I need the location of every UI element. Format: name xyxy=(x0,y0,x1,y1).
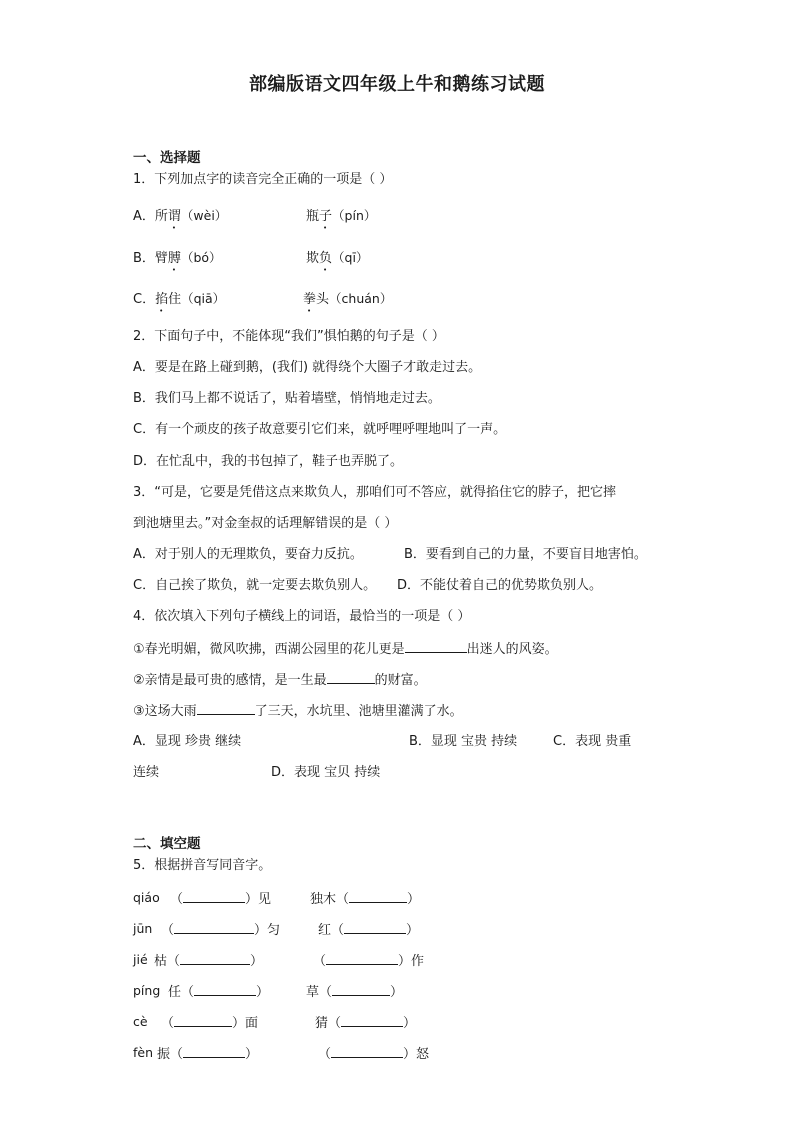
question-2-option-d: D．在忙乱中，我的书包掉了，鞋子也弄脱了。 xyxy=(133,454,404,469)
blank-right: 独木（ ） xyxy=(310,889,420,909)
question-1-option-c: C．掐住（qiā） xyxy=(133,291,226,307)
fill-blank[interactable] xyxy=(174,920,254,934)
blank-left: （ ）面 xyxy=(161,1013,258,1033)
fill-blank[interactable] xyxy=(194,982,256,996)
question-4-sentence-1: ①春光明媚，微风吹拂，西湖公园里的花儿更是 出迷人的风姿。 xyxy=(133,639,558,659)
question-1-option-c-second: 拳头（chuán） xyxy=(303,291,393,307)
question-2-option-c: C．有一个顽皮的孩子故意要引它们来，就呼哩呼哩地叫了一声。 xyxy=(133,422,507,437)
fill-blank[interactable] xyxy=(326,951,398,965)
question-4-option-c: C．表现 贵重 xyxy=(553,734,632,749)
pinyin-label: fèn xyxy=(133,1045,154,1060)
question-5-stem: 5．根据拼音写同音字。 xyxy=(133,858,272,873)
fill-blank[interactable] xyxy=(183,889,245,903)
question-1-option-a-second: 瓶子（pín） xyxy=(306,208,377,224)
question-3-option-a: A．对于别人的无理欺负，要奋力反抗。 xyxy=(133,547,363,562)
fill-blank[interactable] xyxy=(344,920,406,934)
section-heading-fill: 二、填空题 xyxy=(133,836,201,852)
question-2-option-b: B．我们马上都不说话了，贴着墙壁，悄悄地走过去。 xyxy=(133,391,441,406)
question-1-option-b: B．臂膊（bó） xyxy=(133,250,222,266)
blank-left: 振（ ） xyxy=(157,1044,258,1064)
fill-blank[interactable] xyxy=(197,701,255,715)
question-4-option-b: B．显现 宝贵 持续 xyxy=(409,734,518,749)
question-3-option-b: B．要看到自己的力量，不要盲目地害怕。 xyxy=(404,547,647,562)
question-1-stem: 1．下列加点字的读音完全正确的一项是（ ） xyxy=(133,172,393,187)
blank-left: 任（ ） xyxy=(168,982,269,1002)
pinyin-label: cè xyxy=(133,1014,148,1029)
question-3-stem-line2: 到池塘里去。”对金奎叔的话理解错误的是（ ） xyxy=(133,516,398,531)
question-4-option-d: D．表现 宝贝 持续 xyxy=(271,765,381,780)
section-heading-choice: 一、选择题 xyxy=(133,150,201,166)
blank-left: （ ）匀 xyxy=(161,920,280,940)
blank-right: 红（ ） xyxy=(318,920,419,940)
blank-right: 猜（ ） xyxy=(315,1013,416,1033)
page-title: 部编版语文四年级上牛和鹅练习试题 xyxy=(249,74,545,95)
pinyin-label: jié xyxy=(133,952,148,967)
pinyin-label: píng xyxy=(133,983,161,998)
fill-blank[interactable] xyxy=(332,982,390,996)
question-2-option-a: A．要是在路上碰到鹅，(我们) 就得绕个大圈子才敢走过去。 xyxy=(133,360,482,375)
fill-blank[interactable] xyxy=(349,889,407,903)
fill-blank[interactable] xyxy=(174,1013,232,1027)
fill-blank[interactable] xyxy=(341,1013,403,1027)
question-2-stem: 2．下面句子中，不能体现“我们”惧怕鹅的句子是（ ） xyxy=(133,329,445,344)
question-1-option-b-second: 欺负（qī） xyxy=(306,250,369,266)
question-3-stem-line1: 3．“可是，它要是凭借这点来欺负人，那咱们可不答应，就得掐住它的脖子，把它摔 xyxy=(133,485,617,500)
fill-blank[interactable] xyxy=(405,639,467,653)
fill-blank[interactable] xyxy=(327,670,375,684)
pinyin-label: qiáo xyxy=(133,890,160,905)
blank-right: 草（ ） xyxy=(306,982,403,1002)
question-4-option-a: A．显现 珍贵 继续 xyxy=(133,734,242,749)
fill-blank[interactable] xyxy=(331,1044,403,1058)
question-1-option-a: A．所谓（wèi） xyxy=(133,208,228,224)
blank-left: （ ）见 xyxy=(170,889,271,909)
question-3-option-d: D．不能仗着自己的优势欺负别人。 xyxy=(397,578,603,593)
blank-right: （ ）怒 xyxy=(318,1044,429,1064)
question-3-option-c: C．自己挨了欺负，就一定要去欺负别人。 xyxy=(133,578,377,593)
question-4-sentence-3: ③这场大雨 了三天，水坑里、池塘里灌满了水。 xyxy=(133,701,463,721)
question-4-option-c-continued: 连续 xyxy=(133,765,160,780)
blank-left: 枯（ ） xyxy=(154,951,263,971)
pinyin-label: jūn xyxy=(133,921,153,936)
question-4-sentence-2: ②亲情是最可贵的感情，是一生最 的财富。 xyxy=(133,670,427,690)
question-4-stem: 4．依次填入下列句子横线上的词语，最恰当的一项是（ ） xyxy=(133,609,471,624)
fill-blank[interactable] xyxy=(180,951,250,965)
fill-blank[interactable] xyxy=(183,1044,245,1058)
blank-right: （ ）作 xyxy=(313,951,424,971)
